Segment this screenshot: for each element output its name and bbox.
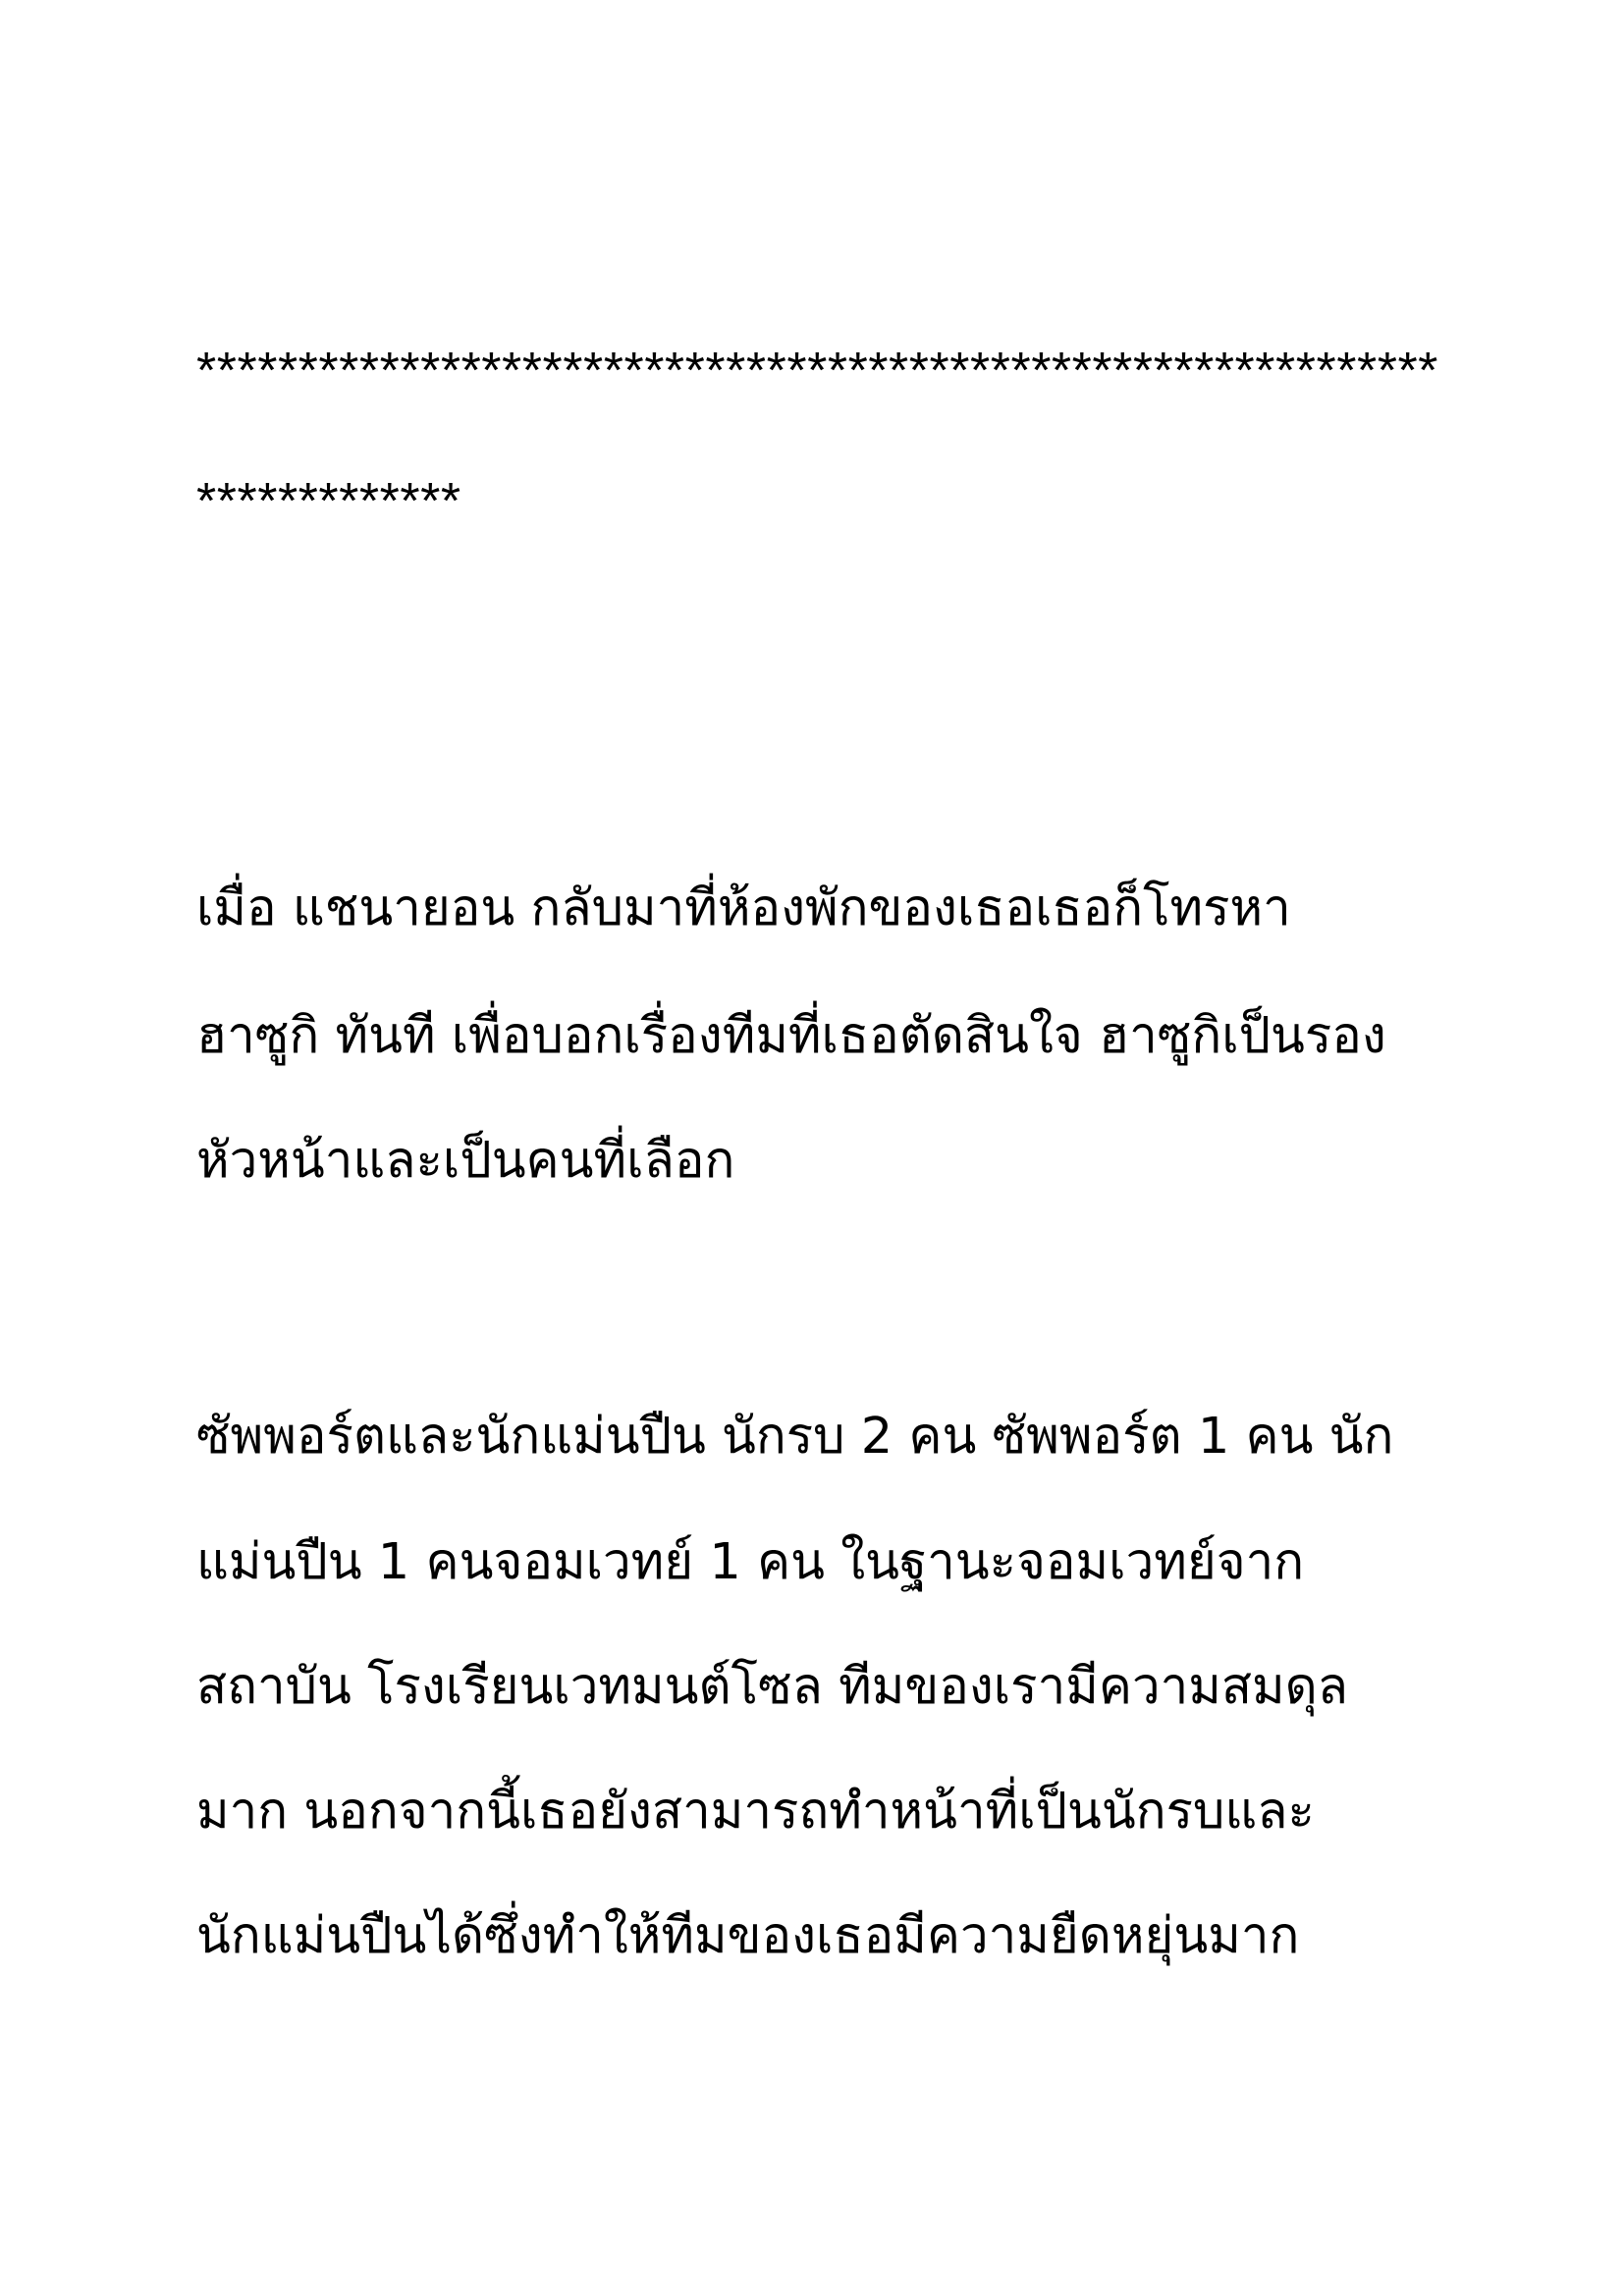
paragraph-line: หัวหน้าและเป็นคนที่เลือก (196, 1132, 735, 1190)
separator-line-2: ************* (196, 473, 461, 530)
paragraph-line: มาก นอกจากนี้เธอยังสามารถทำหน้าที่เป็นนักรบและ (196, 1783, 1315, 1841)
paragraph-line: เมื่อ แชนายอน กลับมาที่ห้องพักของเธอเธอก็โทรหา (196, 880, 1291, 937)
paragraph-line: ซัพพอร์ตและนักแม่นปืน นักรบ 2 คน ซัพพอร์ต 1 คน นัก (196, 1408, 1394, 1466)
paragraph-line: นักแม่นปืนได้ซึ่งทำให้ทีมของเธอมีความยืดหยุ่นมาก (196, 1907, 1300, 1965)
paragraph-line: สถาบัน โรงเรียนเวทมนต์โซล ทีมของเรามีความสมดุล (196, 1658, 1348, 1716)
separator-line-1: ************************************************************* (196, 343, 1438, 400)
paragraph-line: แม่นปืน 1 คนจอมเวทย์ 1 คน ในฐานะจอมเวทย์จาก (196, 1533, 1305, 1591)
paragraph-line: ฮาซูกิ ทันที เพื่อบอกเรื่องทีมที่เธอตัดสินใจ ฮาซูกิเป็นรอง (196, 1007, 1386, 1065)
